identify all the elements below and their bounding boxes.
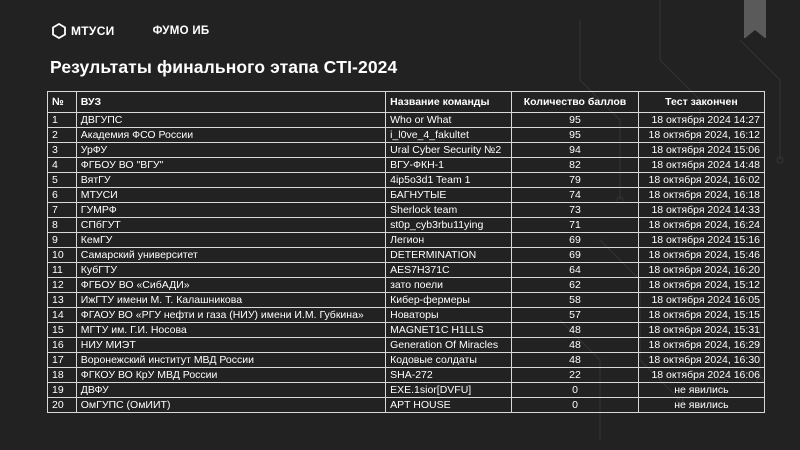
table-row	[48, 203, 765, 218]
cell-score: 22	[512, 368, 639, 383]
cell-team: Легион	[386, 233, 512, 248]
table-row	[48, 188, 765, 203]
cell-number: 7	[48, 203, 77, 218]
cell-score: 74	[512, 188, 639, 203]
cell-number: 14	[48, 308, 77, 323]
cell-team: EXE.1sior[DVFU]	[386, 383, 512, 398]
header	[51, 21, 209, 41]
cell-score: 48	[512, 323, 639, 338]
cell-team: Новаторы	[386, 308, 512, 323]
table-row	[48, 143, 765, 158]
cell-team: Sherlock team	[386, 203, 512, 218]
cell-university: Академия ФСО России	[76, 128, 385, 143]
cell-finished: 18 октября 2024, 16:30	[638, 353, 764, 368]
cell-finished: не явились	[638, 383, 764, 398]
cell-finished: 18 октября 2024, 16:12	[638, 128, 764, 143]
cell-university: ФГКОУ ВО КрУ МВД России	[76, 368, 385, 383]
table-row	[48, 248, 765, 263]
cell-finished: 18 октября 2024 14:33	[638, 203, 764, 218]
column-header-team: Название команды	[386, 92, 512, 113]
cell-team: i_l0ve_4_fakultet	[386, 128, 512, 143]
cell-university: ДВГУПС	[76, 113, 385, 128]
cell-team: st0p_cyb3rbu11ying	[386, 218, 512, 233]
cell-university: ИжГТУ имени М. Т. Калашникова	[76, 293, 385, 308]
cell-university: Самарский университет	[76, 248, 385, 263]
column-header-score: Количество баллов	[512, 92, 639, 113]
cell-university: МТУСИ	[76, 188, 385, 203]
cell-university: ФГБОУ ВО "ВГУ"	[76, 158, 385, 173]
cell-number: 11	[48, 263, 77, 278]
table-row	[48, 338, 765, 353]
cell-finished: 18 октября 2024, 15:15	[638, 308, 764, 323]
cell-finished: 18 октября 2024 14:48	[638, 158, 764, 173]
table-row	[48, 353, 765, 368]
table-header-row	[48, 92, 765, 113]
cell-finished: 18 октября 2024 16:05	[638, 293, 764, 308]
cell-score: 62	[512, 278, 639, 293]
cell-score: 94	[512, 143, 639, 158]
cell-university: Воронежский институт МВД России	[76, 353, 385, 368]
cell-team: DETERMINATION	[386, 248, 512, 263]
cell-score: 95	[512, 113, 639, 128]
cell-number: 15	[48, 323, 77, 338]
cell-university: СПбГУТ	[76, 218, 385, 233]
cell-finished: 18 октября 2024, 16:24	[638, 218, 764, 233]
table-row	[48, 398, 765, 413]
cell-score: 57	[512, 308, 639, 323]
cell-team: AES7H371C	[386, 263, 512, 278]
table-row	[48, 293, 765, 308]
cell-finished: 18 октября 2024, 15:31	[638, 323, 764, 338]
cell-number: 4	[48, 158, 77, 173]
cell-number: 1	[48, 113, 77, 128]
cell-team: APT HOUSE	[386, 398, 512, 413]
cell-score: 69	[512, 248, 639, 263]
cell-number: 8	[48, 218, 77, 233]
cell-number: 6	[48, 188, 77, 203]
cell-team: БАГНУТЫЕ	[386, 188, 512, 203]
cell-finished: 18 октября 2024, 16:20	[638, 263, 764, 278]
cell-score: 48	[512, 353, 639, 368]
cell-finished: 18 октября 2024, 16:29	[638, 338, 764, 353]
cell-score: 48	[512, 338, 639, 353]
column-header-university: ВУЗ	[76, 92, 385, 113]
cell-finished: 18 октября 2024, 15:12	[638, 278, 764, 293]
table-row	[48, 323, 765, 338]
cell-university: ФГБОУ ВО «СибАДИ»	[76, 278, 385, 293]
table-row	[48, 383, 765, 398]
cell-university: КубГТУ	[76, 263, 385, 278]
cell-number: 5	[48, 173, 77, 188]
cell-finished: 18 октября 2024 15:06	[638, 143, 764, 158]
logo-text: МТУСИ	[71, 24, 115, 38]
cell-finished: 18 октября 2024 15:16	[638, 233, 764, 248]
cell-number: 16	[48, 338, 77, 353]
cell-university: МГТУ им. Г.И. Носова	[76, 323, 385, 338]
cell-number: 18	[48, 368, 77, 383]
table-row	[48, 278, 765, 293]
cell-finished: 18 октября 2024 16:06	[638, 368, 764, 383]
cell-finished: 18 октября 2024, 16:02	[638, 173, 764, 188]
table-row	[48, 218, 765, 233]
cell-score: 71	[512, 218, 639, 233]
cell-university: ФГАОУ ВО «РГУ нефти и газа (НИУ) имени И.М. Губкина»	[76, 308, 385, 323]
cell-score: 69	[512, 233, 639, 248]
cell-university: УрФУ	[76, 143, 385, 158]
cell-number: 10	[48, 248, 77, 263]
cell-score: 58	[512, 293, 639, 308]
cell-number: 13	[48, 293, 77, 308]
cell-number: 17	[48, 353, 77, 368]
cell-finished: 18 октября 2024 14:27	[638, 113, 764, 128]
hexagon-logo-icon	[51, 23, 67, 39]
cell-finished: 18 октября 2024, 15:46	[638, 248, 764, 263]
cell-number: 20	[48, 398, 77, 413]
cell-team: Кибер-фермеры	[386, 293, 512, 308]
table-row	[48, 308, 765, 323]
table-row	[48, 113, 765, 128]
cell-university: НИУ МИЭТ	[76, 338, 385, 353]
cell-number: 2	[48, 128, 77, 143]
cell-team: Кодовые солдаты	[386, 353, 512, 368]
cell-finished: 18 октября 2024, 16:18	[638, 188, 764, 203]
table-row	[48, 128, 765, 143]
cell-team: Who or What	[386, 113, 512, 128]
cell-team: Generation Of Miracles	[386, 338, 512, 353]
cell-team: 4ip5o3d1 Team 1	[386, 173, 512, 188]
bookmark-icon[interactable]	[744, 0, 766, 38]
cell-university: ГУМРФ	[76, 203, 385, 218]
cell-number: 3	[48, 143, 77, 158]
cell-university: ВятГУ	[76, 173, 385, 188]
cell-team: MAGNET1C H1LLS	[386, 323, 512, 338]
cell-team: зато поели	[386, 278, 512, 293]
cell-score: 95	[512, 128, 639, 143]
partner-logo-text: ФУМО ИБ	[152, 25, 210, 37]
cell-team: ВГУ-ФКН-1	[386, 158, 512, 173]
cell-score: 73	[512, 203, 639, 218]
cell-number: 19	[48, 383, 77, 398]
cell-score: 64	[512, 263, 639, 278]
cell-university: ДВФУ	[76, 383, 385, 398]
cell-team: Ural Cyber Security №2	[386, 143, 512, 158]
table-row	[48, 173, 765, 188]
cell-score: 0	[512, 383, 639, 398]
cell-number: 12	[48, 278, 77, 293]
cell-score: 0	[512, 398, 639, 413]
cell-score: 79	[512, 173, 639, 188]
column-header-finished: Тест закончен	[638, 92, 764, 113]
mtuci-logo	[51, 23, 115, 39]
cell-team: SHA-272	[386, 368, 512, 383]
table-body	[48, 113, 765, 413]
table-row	[48, 368, 765, 383]
cell-number: 9	[48, 233, 77, 248]
cell-university: ОмГУПС (ОмИИТ)	[76, 398, 385, 413]
table-row	[48, 263, 765, 278]
results-table	[47, 91, 765, 413]
cell-score: 82	[512, 158, 639, 173]
cell-finished: не явились	[638, 398, 764, 413]
table-row	[48, 233, 765, 248]
cell-university: КемГУ	[76, 233, 385, 248]
table-row	[48, 158, 765, 173]
column-header-number: №	[48, 92, 77, 113]
page-title: Результаты финального этапа CTI-2024	[50, 57, 398, 77]
